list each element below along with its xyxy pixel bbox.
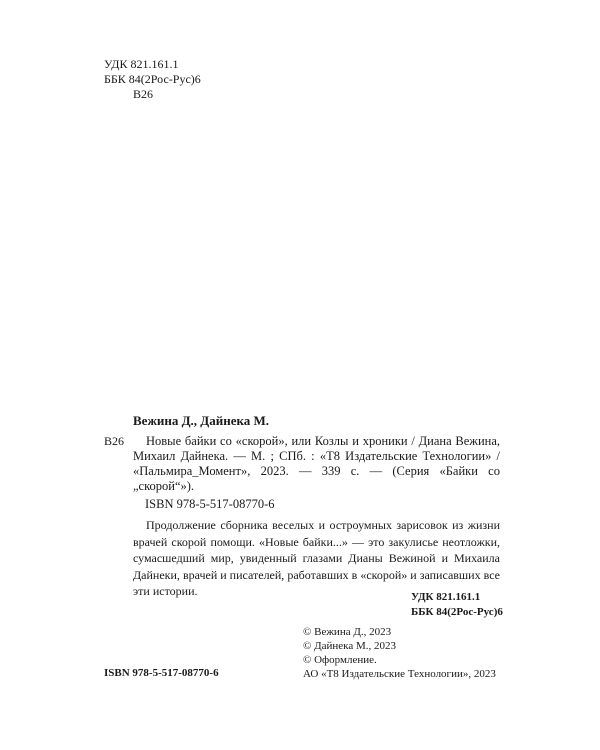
copyright-line-2: © Дайнека М., 2023 [303,640,396,652]
card-isbn: ISBN 978-5-517-08770-6 [145,497,275,511]
top-udk: УДК 821.161.1 [104,57,179,71]
right-udk: УДК 821.161.1 [411,591,481,603]
card-authors: Вежина Д., Дайнека М. [133,413,270,428]
right-bbk: ББК 84(2Рос-Рус)6 [411,606,503,618]
card-description: Новые байки со «скорой», или Козлы и хроники / Диана Вежина, Михаил Дайнека. — М. ; СПб. : «Т8 Издательские Технологии» / «Пальмира_Момент», 2023. — 339 с. — (Серия «Байки со „скорой“»). [133,434,500,493]
copyright-line-4: АО «Т8 Издательские Технологии», 2023 [303,668,496,680]
copyright-line-3: © Оформление. [303,654,377,666]
isbn-bottom: ISBN 978-5-517-08770-6 [104,667,219,679]
card-annotation: Продолжение сборника веселых и остроумных зарисовок из жизни врачей скорой помощи. «Новые байки...» — это закулисье неотложки, сумасшедший мир, увиденный глазами Дианы Вежиной и Михаила Дайнеки, врачей и писателей, работавших в «скорой» и записавших все эти истории. [133,518,500,598]
card-author-code: В26 [104,434,125,448]
copyright-line-1: © Вежина Д., 2023 [303,626,392,638]
top-bbk: ББК 84(2Рос-Рус)6 [104,72,201,86]
top-author-code: В26 [133,87,154,101]
